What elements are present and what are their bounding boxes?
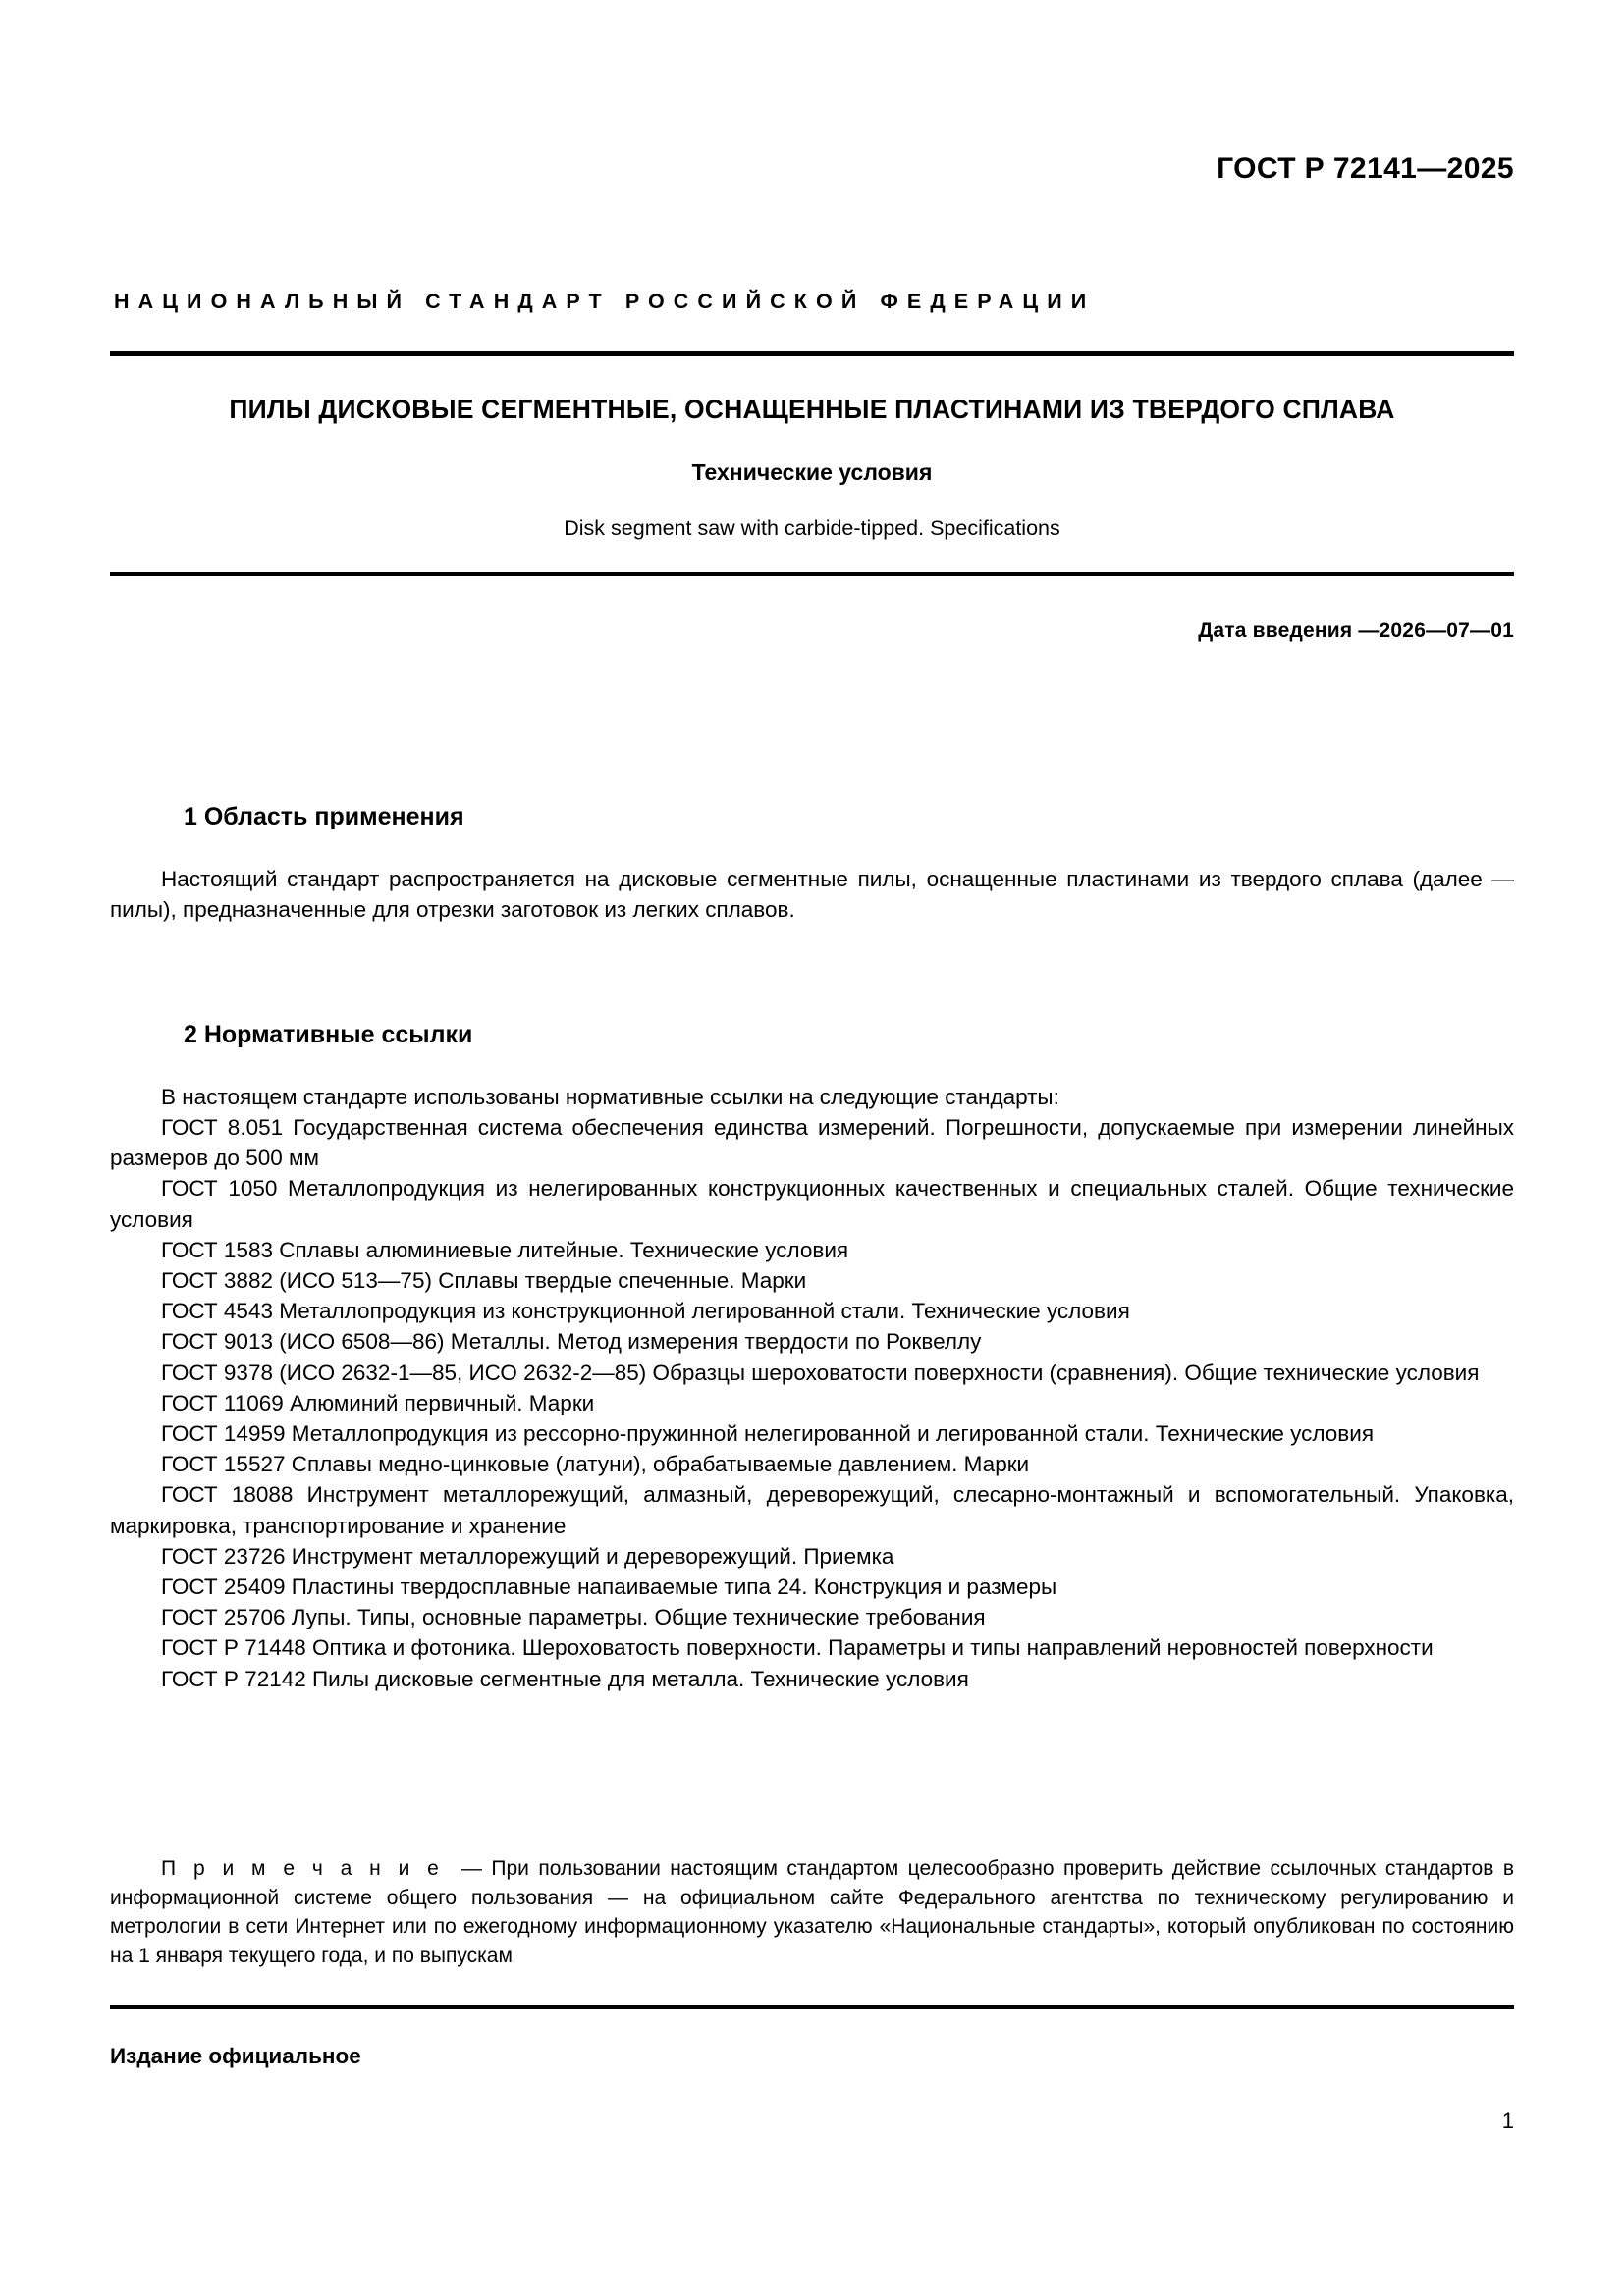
reference-item: ГОСТ 18088 Инструмент металлорежущий, алмазный, дереворежущий, слесарно-монтажный и вспомогательный. Упаковка, маркировка, транспортирование и хранение [110, 1482, 1514, 1538]
page-subtitle: Технические условия [691, 459, 933, 485]
reference-item: ГОСТ 9013 (ИСО 6508—86) Металлы. Метод измерения твердости по Роквеллу [161, 1329, 982, 1355]
reference-item: ГОСТ Р 72142 Пилы дисковые сегментные для металла. Технические условия [161, 1666, 969, 1691]
section-body-scope [110, 864, 1514, 925]
page-title-english: Disk segment saw with carbide-tipped. Specifications [564, 516, 1060, 540]
references-list [110, 1112, 1514, 1694]
references-note [110, 1854, 1514, 1970]
reference-item: ГОСТ 25409 Пластины твердосплавные напаиваемые типа 24. Конструкция и размеры [161, 1575, 1057, 1600]
reference-item: ГОСТ 1583 Сплавы алюминиевые литейные. Технические условия [161, 1237, 849, 1262]
divider-top [110, 351, 1514, 356]
divider-middle [110, 572, 1514, 576]
reference-item: ГОСТ Р 71448 Оптика и фотоника. Шероховатость поверхности. Параметры и типы направлений неровностей поверхности [161, 1635, 1434, 1661]
note-text: — При пользовании настоящим стандартом целесообразно проверить действие ссылочных стандартов в информационной системе общего пользования — на официальном сайте Федерального агентства по техническому регулированию и метрологии в сети Интернет или по ежегодному информационному указателю «Национальные стандарты», который опубликован по состоянию на 1 января текущего года, и по выпускам [110, 1857, 1514, 1967]
page-content [110, 0, 1514, 2296]
references-intro-text: В настоящем стандарте использованы нормативные ссылки на следующие стандарты: [161, 1085, 1059, 1109]
scope-paragraph: Настоящий стандарт распространяется на дисковые сегментные пилы, оснащенные пластинами из твердого сплава (далее — пилы), предназначенные для отрезки заготовок из легких сплавов. [110, 867, 1514, 923]
reference-item: ГОСТ 4543 Металлопродукция из конструкционной легированной стали. Технические условия [161, 1299, 1130, 1324]
reference-item: ГОСТ 3882 (ИСО 513—75) Сплавы твердые спеченные. Марки [161, 1268, 807, 1294]
reference-item: ГОСТ 25706 Лупы. Типы, основные параметры. Общие технические требования [161, 1605, 986, 1630]
reference-item: ГОСТ 9378 (ИСО 2632-1—85, ИСО 2632-2—85) Образцы шероховатости поверхности (сравнения). Общие технические условия [161, 1360, 1480, 1385]
divider-bottom [110, 2005, 1514, 2009]
edition-label: Издание официальное [110, 2044, 361, 2068]
reference-item: ГОСТ 8.051 Государственная система обеспечения единства измерений. Погрешности, допускаемые при измерении линейных размеров до 500 мм [110, 1115, 1514, 1171]
national-standard-banner: НАЦИОНАЛЬНЫЙ СТАНДАРТ РОССИЙСКОЙ ФЕДЕРАЦИИ [114, 290, 1096, 313]
reference-item: ГОСТ 1050 Металлопродукция из нелегированных конструкционных качественных и специальных сталей. Общие технические условия [110, 1176, 1514, 1232]
reference-item: ГОСТ 15527 Сплавы медно-цинковые (латуни), обрабатываемые давлением. Марки [161, 1452, 1030, 1477]
page-title: ПИЛЫ ДИСКОВЫЕ СЕГМЕНТНЫЕ, ОСНАЩЕННЫЕ ПЛАСТИНАМИ ИЗ ТВЕРДОГО СПЛАВА [229, 395, 1395, 424]
document-code: ГОСТ Р 72141—2025 [1217, 152, 1514, 185]
introduction-date: Дата введения —2026—07—01 [1198, 619, 1514, 642]
section-heading-references: 2 Нормативные ссылки [184, 1021, 473, 1048]
references-intro [110, 1082, 1514, 1112]
note-paragraph [110, 1854, 1514, 1970]
section-heading-scope: 1 Область применения [184, 803, 464, 830]
reference-item: ГОСТ 14959 Металлопродукция из рессорно-пружинной нелегированной и легированной стали. Технические условия [161, 1421, 1375, 1447]
reference-item: ГОСТ 11069 Алюминий первичный. Марки [161, 1390, 595, 1415]
note-label: П р и м е ч а н и е [161, 1857, 444, 1880]
page-number: 1 [1501, 2109, 1514, 2133]
reference-item: ГОСТ 23726 Инструмент металлорежущий и дереворежущий. Приемка [161, 1543, 894, 1569]
